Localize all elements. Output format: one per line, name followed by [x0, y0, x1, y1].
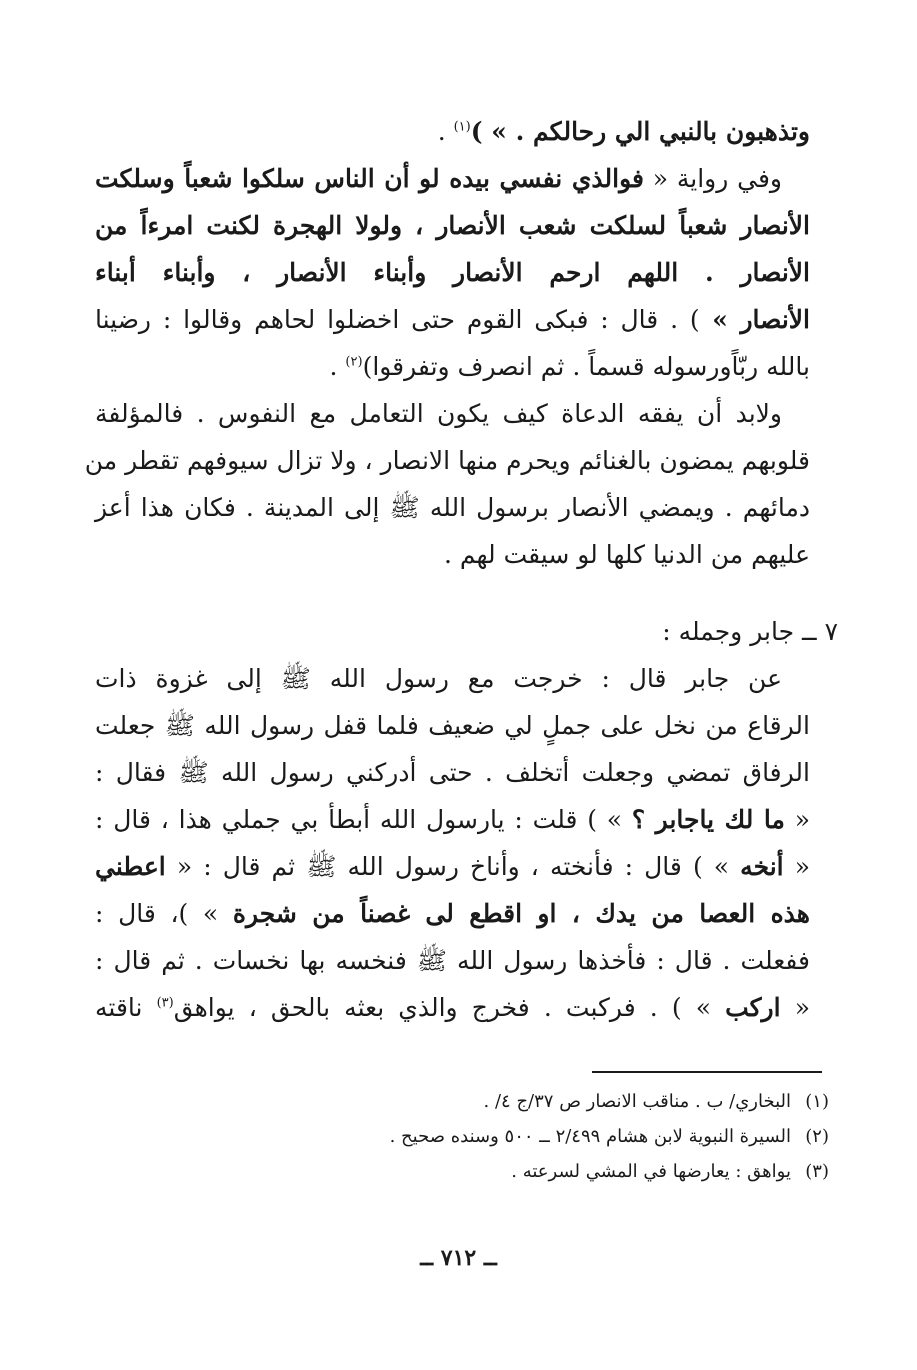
- footnote-text: البخاري/ ب . مناقب الانصار ص ٣٧/ج ٤/ .: [483, 1091, 791, 1112]
- footnote-item: [129, 1119, 829, 1154]
- footnote-ref[interactable]: (١): [453, 119, 471, 135]
- footnote-text: يواهق : يعارضها في المشي لسرعته .: [511, 1161, 791, 1182]
- footnotes: [129, 1084, 829, 1189]
- main-text: [84, 108, 838, 1031]
- text-line: الأنصار . اللهم ارحم الأنصار وأبناء الأنصار ، وأبناء أبناء: [95, 258, 810, 287]
- text-line: ففعلت . قال : فأخذها رسول الله ﷺ فنخسه بها نخسات . ثم قال :: [95, 946, 810, 975]
- text-line: الرقاع من نخل على جملٍ لي ضعيف فلما قفل رسول الله ﷺ جعلت: [95, 711, 810, 740]
- text-line: « اركب » ) . فركبت . فخرج والذي بعثه بالحق ، يواهق$^{(٣)}$ ناقته: [95, 993, 810, 1022]
- section-heading: ٧ ــ جابر وجمله :: [662, 617, 838, 646]
- footnote-ref[interactable]: (٢): [345, 354, 363, 370]
- text-line: الرفاق تمضي وجعلت أتخلف . حتى أدركني رسول الله ﷺ فقال :: [95, 758, 810, 787]
- text-line: عن جابر قال : خرجت مع رسول الله ﷺ إلى غزوة ذات: [95, 664, 782, 693]
- footnote-number: (١): [805, 1091, 829, 1112]
- text-line: الأنصار شعباً لسلكت شعب الأنصار ، ولولا الهجرة لكنت امرءاً من: [95, 211, 810, 240]
- footnote-item: [129, 1154, 829, 1189]
- text-line: بالله ربّاًورسوله قسماً . ثم انصرف وتفرقوا)$^{(٢)}$ .: [329, 352, 810, 381]
- text-line: ولابد أن يفقه الدعاة كيف يكون التعامل مع النفوس . فالمؤلفة: [95, 399, 782, 428]
- footnote-number: (٢): [805, 1126, 829, 1147]
- footnote-text: السيرة النبوية لابن هشام ٢/٤٩٩ ــ ٥٠٠ وسنده صحيح .: [389, 1126, 791, 1147]
- footnote-ref[interactable]: (٣): [156, 995, 174, 1011]
- text-line: الأنصار » ) . قال : فبكى القوم حتى اخضلوا لحاهم وقالوا : رضينا: [95, 305, 810, 334]
- section-gap: [95, 578, 810, 608]
- footnote-divider: [592, 1071, 822, 1073]
- text-line: هذه العصا من يدك ، او اقطع لى غصناً من شجرة » )، قال :: [95, 899, 810, 928]
- text-line: عليهم من الدنيا كلها لو سيقت لهم .: [443, 540, 810, 569]
- text-line: وتذهبون بالنبي الي رحالكم . » )$^{(١)}$ .: [437, 117, 810, 146]
- text-line: قلوبهم يمضون بالغنائم ويحرم منها الانصار ، ولا تزال سيوفهم تقطر من: [84, 446, 810, 475]
- text-line: « ما لك ياجابر ؟ » ) قلت : يارسول الله أبطأ بي جملي هذا ، قال :: [95, 805, 810, 834]
- footnote-item: [129, 1084, 829, 1119]
- footnote-number: (٣): [805, 1161, 829, 1182]
- text-line: وفي رواية « فوالذي نفسي بيده لو أن الناس سلكوا شعباً وسلكت: [95, 164, 782, 193]
- page-number: ــ ٧١٢ ــ: [420, 1245, 497, 1271]
- text-line: « أنخه » ) قال : فأنخته ، وأناخ رسول الله ﷺ ثم قال : « اعطني: [95, 852, 810, 881]
- text-line: دمائهم . ويمضي الأنصار برسول الله ﷺ إلى المدينة . فكان هذا أعز: [95, 493, 810, 522]
